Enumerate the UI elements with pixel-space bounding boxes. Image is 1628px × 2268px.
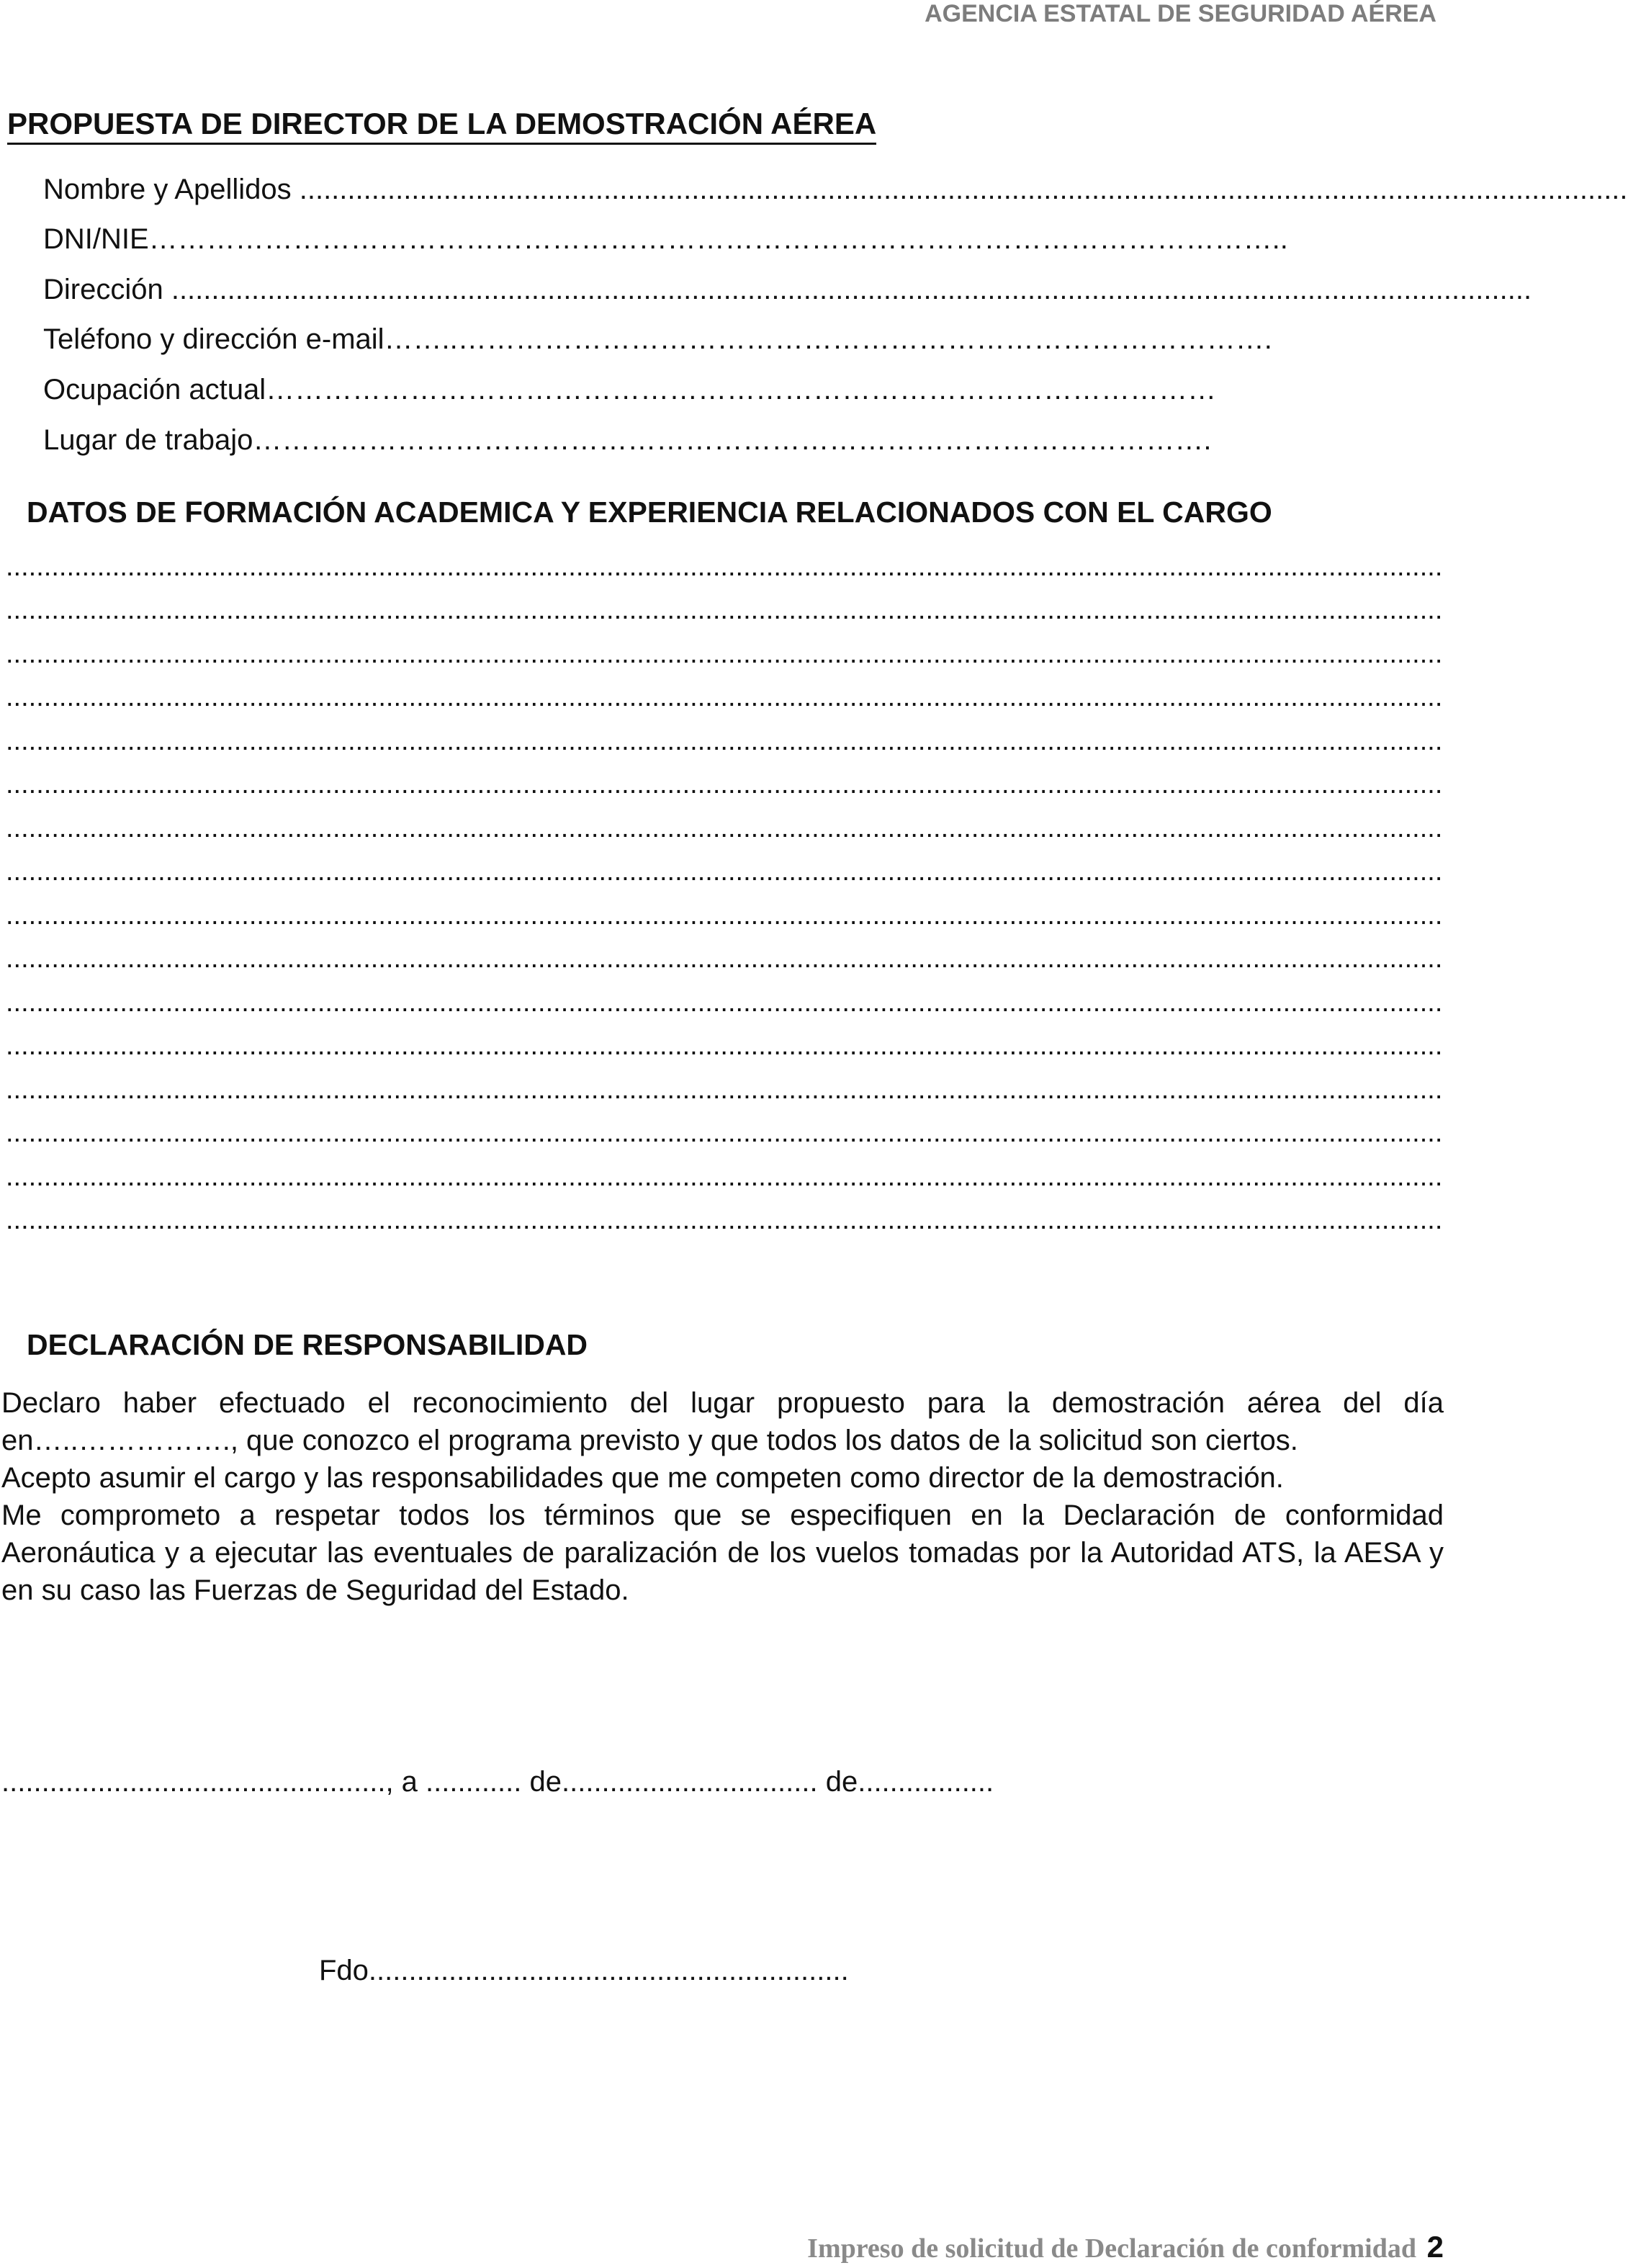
declaration-body xyxy=(1,1384,1444,1609)
signature-line: Fdo............................................................ xyxy=(319,1955,849,1986)
dotted-line: ............................................................................................................................................................................................. xyxy=(6,1118,1443,1148)
declaration-paragraph: Declaro haber efectuado el reconocimiento del lugar propuesto para la demostración aérea del día en…..……………., que conozco el programa previsto y que todos los datos de la solicitud son ciertos. xyxy=(1,1387,1444,1456)
dotted-line: ............................................................................................................................................................................................. xyxy=(6,900,1443,931)
field-ocupacion-actual: Ocupación actual……………………………………………………………………………………… xyxy=(43,374,1217,405)
declaration-paragraph: Acepto asumir el cargo y las responsabilidades que me competen como director de la demostración. xyxy=(1,1462,1284,1494)
dotted-line: ............................................................................................................................................................................................. xyxy=(6,552,1443,582)
dotted-line: ............................................................................................................................................................................................. xyxy=(6,595,1443,625)
formation-heading: DATOS DE FORMACIÓN ACADEMICA Y EXPERIENCIA RELACIONADOS CON EL CARGO xyxy=(27,496,1272,529)
field-direccion: Dirección .......................................................................................................................................................................... xyxy=(43,274,1532,305)
field-dni-nie: DNI/NIE……………………………………………………………………………………………………….. xyxy=(43,223,1288,255)
field-nombre-apellidos: Nombre y Apellidos ...................................................................................................................................................................... xyxy=(43,174,1628,205)
dotted-line: ............................................................................................................................................................................................. xyxy=(6,769,1443,799)
dotted-line: ............................................................................................................................................................................................. xyxy=(6,856,1443,887)
declaration-paragraph: Me comprometo a respetar todos los términos que se especifiquen en la Declaración de conformidad Aeronáutica y a ejecutar las eventuales de paralización de los vuelos tomadas por la Autoridad ATS, la AESA y en su caso las Fuerzas de Seguridad del Estado. xyxy=(1,1500,1444,1606)
dotted-line: ............................................................................................................................................................................................. xyxy=(6,682,1443,712)
page-number: 2 xyxy=(1426,2230,1444,2264)
footer-form-name: Impreso de solicitud de Declaración de conformidad xyxy=(807,2233,1416,2264)
dotted-line: ............................................................................................................................................................................................. xyxy=(6,1031,1443,1061)
field-lugar-trabajo: Lugar de trabajo………………………………………………………………………………………. xyxy=(43,424,1212,456)
place-date-line: ................................................, a ............ de................................ de................. xyxy=(1,1766,994,1798)
dotted-line: ............................................................................................................................................................................................. xyxy=(6,726,1443,756)
dotted-line: ............................................................................................................................................................................................. xyxy=(6,813,1443,843)
field-telefono-email: Teléfono y dirección e-mail……..…………………………………………………………………………. xyxy=(43,323,1272,355)
declaration-heading: DECLARACIÓN DE RESPONSABILIDAD xyxy=(27,1328,588,1361)
dotted-line: ............................................................................................................................................................................................. xyxy=(6,639,1443,669)
dotted-line: ............................................................................................................................................................................................. xyxy=(6,1075,1443,1105)
form-title: PROPUESTA DE DIRECTOR DE LA DEMOSTRACIÓN AÉREA xyxy=(7,107,876,145)
dotted-line: ............................................................................................................................................................................................. xyxy=(6,1205,1443,1235)
agency-header: AGENCIA ESTATAL DE SEGURIDAD AÉREA xyxy=(925,0,1436,27)
dotted-line: ............................................................................................................................................................................................. xyxy=(6,943,1443,974)
dotted-line: ............................................................................................................................................................................................. xyxy=(6,987,1443,1018)
dotted-line: ............................................................................................................................................................................................. xyxy=(6,1162,1443,1192)
